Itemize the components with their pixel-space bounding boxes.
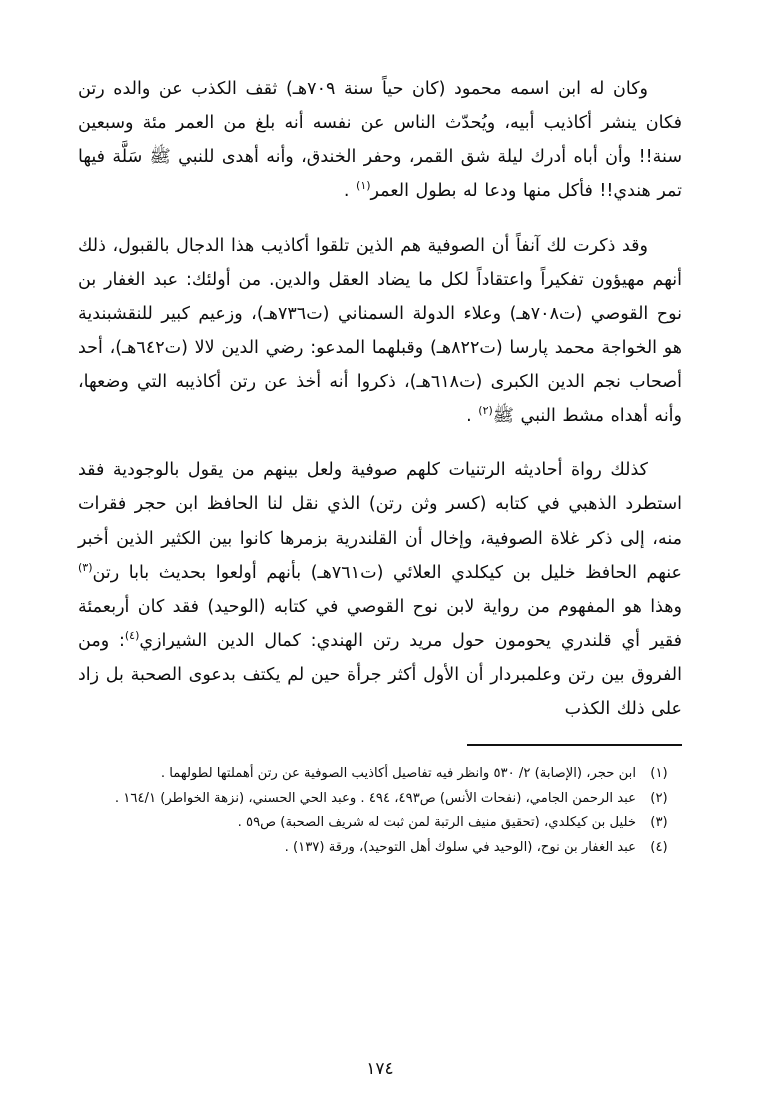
footnote-divider <box>467 744 682 746</box>
paragraph-2: وقد ذكرت لك آنفاً أن الصوفية هم الذين تلقوا أكاذيب هذا الدجال بالقبول، ذلك أنهم مهيؤون تفكيراً واعتقاداً لكل ما يضاد العقل والدين. من أولئك: عبد الغفار بن نوح القوصي (ت٧٠٨هـ) وعلاء الدولة السمناني (ت٧٣٦هـ)، وزعيم كبير للنقشبندية هو الخواجة محمد پارسا (ت٨٢٢هـ) وقبلهما المدعو: رضي الدين لالا (ت٦٤٢هـ)، أحد أصحاب نجم الدين الكبرى (ت٦١٨هـ)، ذكروا أنه أخذ عن رتن أكاذيبه التي وضعها، وأنه أهداه مشط النبي ﷺ$^{(٢)}$ . <box>78 235 683 427</box>
paragraph-1-text: وكان له ابن اسمه محمود (كان حياً سنة ٧٠٩هـ) ثقف الكذب عن والده رتن فكان ينشر أكاذيب أبيه، ويُحدّث الناس عن نفسه أنه بلغ من العمر مئة وسبعين سنة!! وأن أباه أدرك ليلة شق القمر، وحفر الخندق، وأنه أهدى للنبي ﷺ سَلَّة فيها تمر هندي!! فأكل منها ودعا له بطول العمر <box>78 79 682 202</box>
page-number: ١٧٤ <box>366 1059 394 1079</box>
footnote-marker-4: (٤) <box>124 629 140 643</box>
paragraph-3-end: : ومن الفروق بين رتن وعلمبردار أن الأول أكثر جرأة حين لم يكتف بدعوى الصحبة بل زاد على ذلك الكذب <box>78 630 682 720</box>
footnotes-table <box>78 762 682 861</box>
paragraph-3-text: كذلك رواة أحاديثه الرتنيات كلهم صوفية ولعل بينهم من يقول بالوجودية فقد استطرد الذهبي في كتابه (كسر وثن رتن) الذي نقل لنا الحافظ ابن حجر فقرات منه، إلى ذكر غلاة الصوفية، وإخال أن القلندرية بزمرها كانوا بين الكثير الذين أخبر عنهم الحافظ خليل بن كيكلدي العلائي (ت٧٦١هـ) بأنهم أولعوا بحديث بابا رتن <box>78 460 682 583</box>
paragraph-3-tail: وهذا هو المفهوم من رواية لابن نوح القوصي في كتابه (الوحيد) فقد كان أربعمئة فقير أي قلندري يحومون حول مريد رتن الهندي: كمال الدين الشيرازي <box>78 596 682 651</box>
paragraph-1: وكان له ابن اسمه محمود (كان حياً سنة ٧٠٩هـ) ثقف الكذب عن والده رتن فكان ينشر أكاذيب أبيه، ويُحدّث الناس عن نفسه أنه بلغ من العمر مئة وسبعين سنة!! وأن أباه أدرك ليلة شق القمر، وحفر الخندق، وأنه أهدى للنبي ﷺ سَلَّة فيها تمر هندي!! فأكل منها ودعا له بطول العمر$^{(١)}$ . <box>78 79 682 202</box>
footnotes-section <box>78 762 682 861</box>
paragraph-3 <box>78 453 682 726</box>
footnote-row <box>78 811 682 836</box>
footnote-text: عبد الغفار بن نوح، (الوحيد في سلوك أهل التوحيد)، ورقة (١٣٧) . <box>284 839 636 855</box>
footnote-marker-1: (١) <box>356 179 371 193</box>
paragraph-2-text: وقد ذكرت لك آنفاً أن الصوفية هم الذين تلقوا أكاذيب هذا الدجال بالقبول، ذلك أنهم مهيؤون تفكيراً واعتقاداً لكل ما يضاد العقل والدين. من أولئك: عبد الغفار بن نوح القوصي (ت٧٠٨هـ) وعلاء الدولة السمناني (ت٧٣٦هـ)، وزعيم كبير للنقشبندية هو الخواجة محمد پارسا (ت٨٢٢هـ) وقبلهما المدعو: رضي الدين لالا (ت٦٤٢هـ)، أحد أصحاب نجم الدين الكبرى (ت٦١٨هـ)، ذكروا أنه أخذ عن رتن أكاذيبه التي وضعها، وأنه أهداه مشط النبي ﷺ <box>78 235 683 427</box>
footnote-number: (٣) <box>650 815 668 831</box>
footnote-text: عبد الرحمن الجامي، (نفحات الأنس) ص٤٩٣، ٤٩٤ . وعبد الحي الحسني، (نزهة الخواطر) ١٦٤/١ . <box>114 790 636 806</box>
footnote-number: (٢) <box>650 790 668 806</box>
footnote-row <box>78 762 682 787</box>
footnote-text: خليل بن كيكلدي، (تحقيق منيف الرتبة لمن ثبت له شريف الصحبة) ص٥٩ . <box>237 815 636 831</box>
footnote-number: (١) <box>650 765 668 781</box>
footnote-text: ابن حجر، (الإصابة) ٢/ ٥٣٠ وانظر فيه تفاصيل أكاذيب الصوفية عن رتن أهملتها لطولهما . <box>160 765 636 781</box>
footnote-marker-2: (٢) <box>478 404 493 418</box>
page-spacer <box>78 861 682 1081</box>
footnote-marker-3: (٣) <box>78 560 93 574</box>
footnote-row <box>78 787 682 812</box>
footnote-number: (٤) <box>650 839 668 855</box>
footnote-row <box>78 836 682 861</box>
page-body <box>78 72 682 726</box>
